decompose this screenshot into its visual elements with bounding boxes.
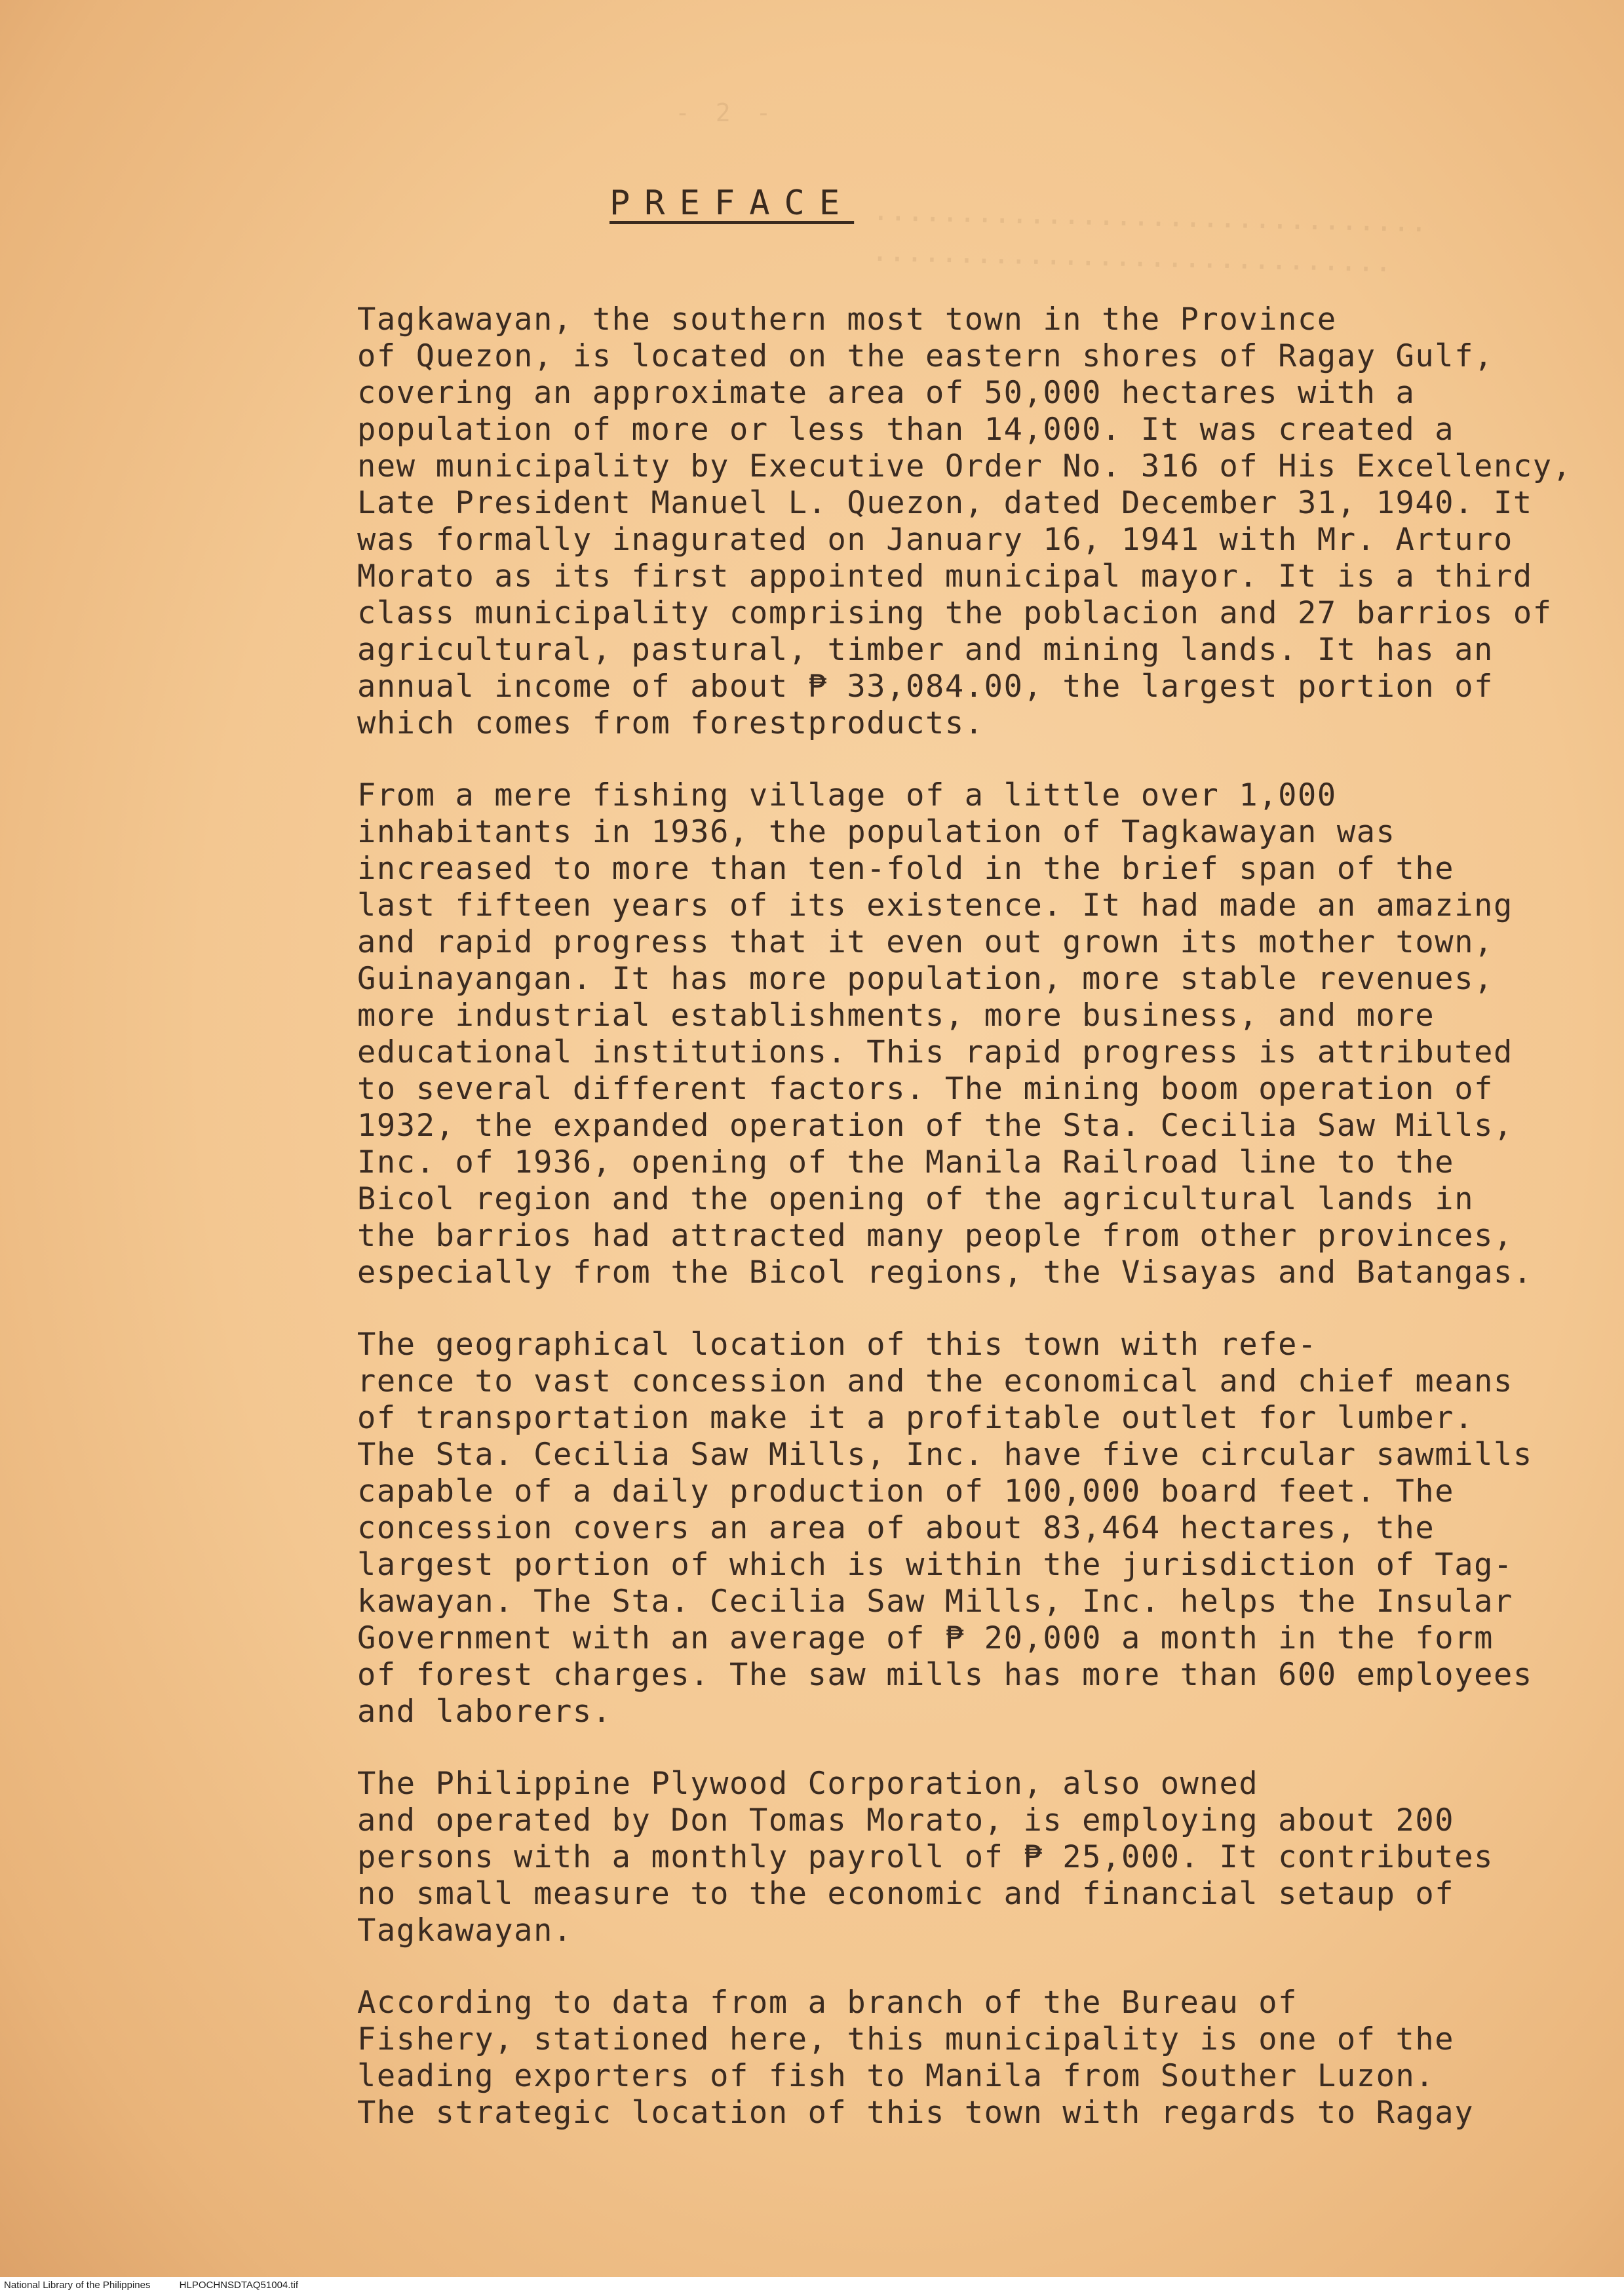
text-line: kawayan. The Sta. Cecilia Saw Mills, Inc. helps the Insular (357, 1584, 1513, 1620)
text-line: of transportation make it a profitable outlet for lumber. (357, 1400, 1475, 1436)
text-line: population of more or less than 14,000. It was created a (357, 412, 1455, 448)
scan-footer (0, 2277, 1624, 2294)
text-line: was formally inagurated on January 16, 1941 with Mr. Arturo (357, 522, 1513, 558)
text-line: According to data from a branch of the Bureau of (357, 1985, 1298, 2021)
text-line: Guinayangan. It has more population, more stable revenues, (357, 961, 1494, 997)
text-line: new municipality by Executive Order No. 316 of His Excellency, (357, 448, 1572, 484)
text-line: especially from the Bicol regions, the Visayas and Batangas. (357, 1254, 1533, 1291)
text-line: Morato as its first appointed municipal mayor. It is a third (357, 558, 1533, 594)
text-line: of Quezon, is located on the eastern shores of Ragay Gulf, (357, 338, 1494, 374)
text-line: more industrial establishments, more business, and more (357, 998, 1435, 1034)
text-line: The strategic location of this town with regards to Ragay (357, 2095, 1475, 2131)
paragraph-2 (141, 777, 1533, 1291)
text-line: covering an approximate area of 50,000 hectares with a (357, 375, 1416, 411)
paragraph-1 (141, 301, 1572, 742)
text-line: and laborers. (357, 1694, 612, 1730)
paragraph-3 (141, 1327, 1533, 1730)
text-line: Government with an average of ₱ 20,000 a month in the form (357, 1620, 1494, 1656)
text-line: annual income of about ₱ 33,084.00, the largest portion of (357, 669, 1494, 705)
text-line: Fishery, stationed here, this municipality is one of the (357, 2021, 1455, 2057)
paragraph-4 (141, 1766, 1530, 1949)
text-line: largest portion of which is within the jurisdiction of Tag- (357, 1547, 1513, 1583)
text-line: class municipality comprising the poblacion and 27 barrios of (357, 595, 1553, 631)
text-line: Late President Manuel L. Quezon, dated December 31, 1940. It (357, 485, 1533, 521)
text-line: last fifteen years of its existence. It had made an amazing (357, 887, 1513, 923)
text-line: The Philippine Plywood Corporation, also owned (357, 1766, 1259, 1802)
text-line: leading exporters of fish to Manila from Souther Luzon. (357, 2058, 1435, 2094)
paragraph-5 (141, 1985, 1530, 2131)
footer-library-name: National Library of the Philippines (4, 2280, 151, 2291)
text-line: and rapid progress that it even out grown its mother town, (357, 924, 1494, 960)
text-line: Inc. of 1936, opening of the Manila Railroad line to the (357, 1144, 1455, 1180)
text-line: increased to more than ten-fold in the brief span of the (357, 851, 1455, 887)
text-line: to several different factors. The mining boom operation of (357, 1071, 1494, 1107)
text-line: From a mere fishing village of a little over 1,000 (357, 777, 1337, 813)
page-title: PREFACE (609, 184, 855, 223)
text-line: 1932, the expanded operation of the Sta. Cecilia Saw Mills, (357, 1108, 1513, 1144)
text-line: concession covers an area of about 83,464 hectares, the (357, 1510, 1435, 1546)
text-line: The Sta. Cecilia Saw Mills, Inc. have five circular sawmills (357, 1437, 1533, 1473)
text-line: rence to vast concession and the economical and chief means (357, 1363, 1513, 1399)
footer-file-code: HLPOCHNSDTAQ51004.tif (179, 2280, 299, 2291)
text-line: educational institutions. This rapid progress is attributed (357, 1034, 1513, 1070)
text-line: no small measure to the economic and financial setaup of (357, 1876, 1455, 1912)
text-line: The geographical location of this town with refe- (357, 1327, 1317, 1363)
text-line: which comes from forestproducts. (357, 705, 984, 741)
bleed-through-page-number: - 2 - (675, 98, 777, 127)
text-line: Bicol region and the opening of the agricultural lands in (357, 1181, 1475, 1217)
document-body (141, 301, 1572, 2167)
text-line: inhabitants in 1936, the population of Tagkawayan was (357, 814, 1396, 850)
text-line: the barrios had attracted many people from other provinces, (357, 1218, 1513, 1254)
text-line: and operated by Don Tomas Morato, is employing about 200 (357, 1802, 1455, 1838)
text-line: capable of a daily production of 100,000 board feet. The (357, 1473, 1455, 1509)
text-line: Tagkawayan, the southern most town in the Province (357, 301, 1337, 338)
text-line: of forest charges. The saw mills has more than 600 employees (357, 1657, 1533, 1693)
text-line: agricultural, pastural, timber and mining lands. It has an (357, 632, 1494, 668)
text-line: persons with a monthly payroll of ₱ 25,000. It contributes (357, 1839, 1494, 1875)
text-line: Tagkawayan. (357, 1913, 573, 1949)
bleed-through-text: ................................ .............................. (870, 193, 1428, 279)
